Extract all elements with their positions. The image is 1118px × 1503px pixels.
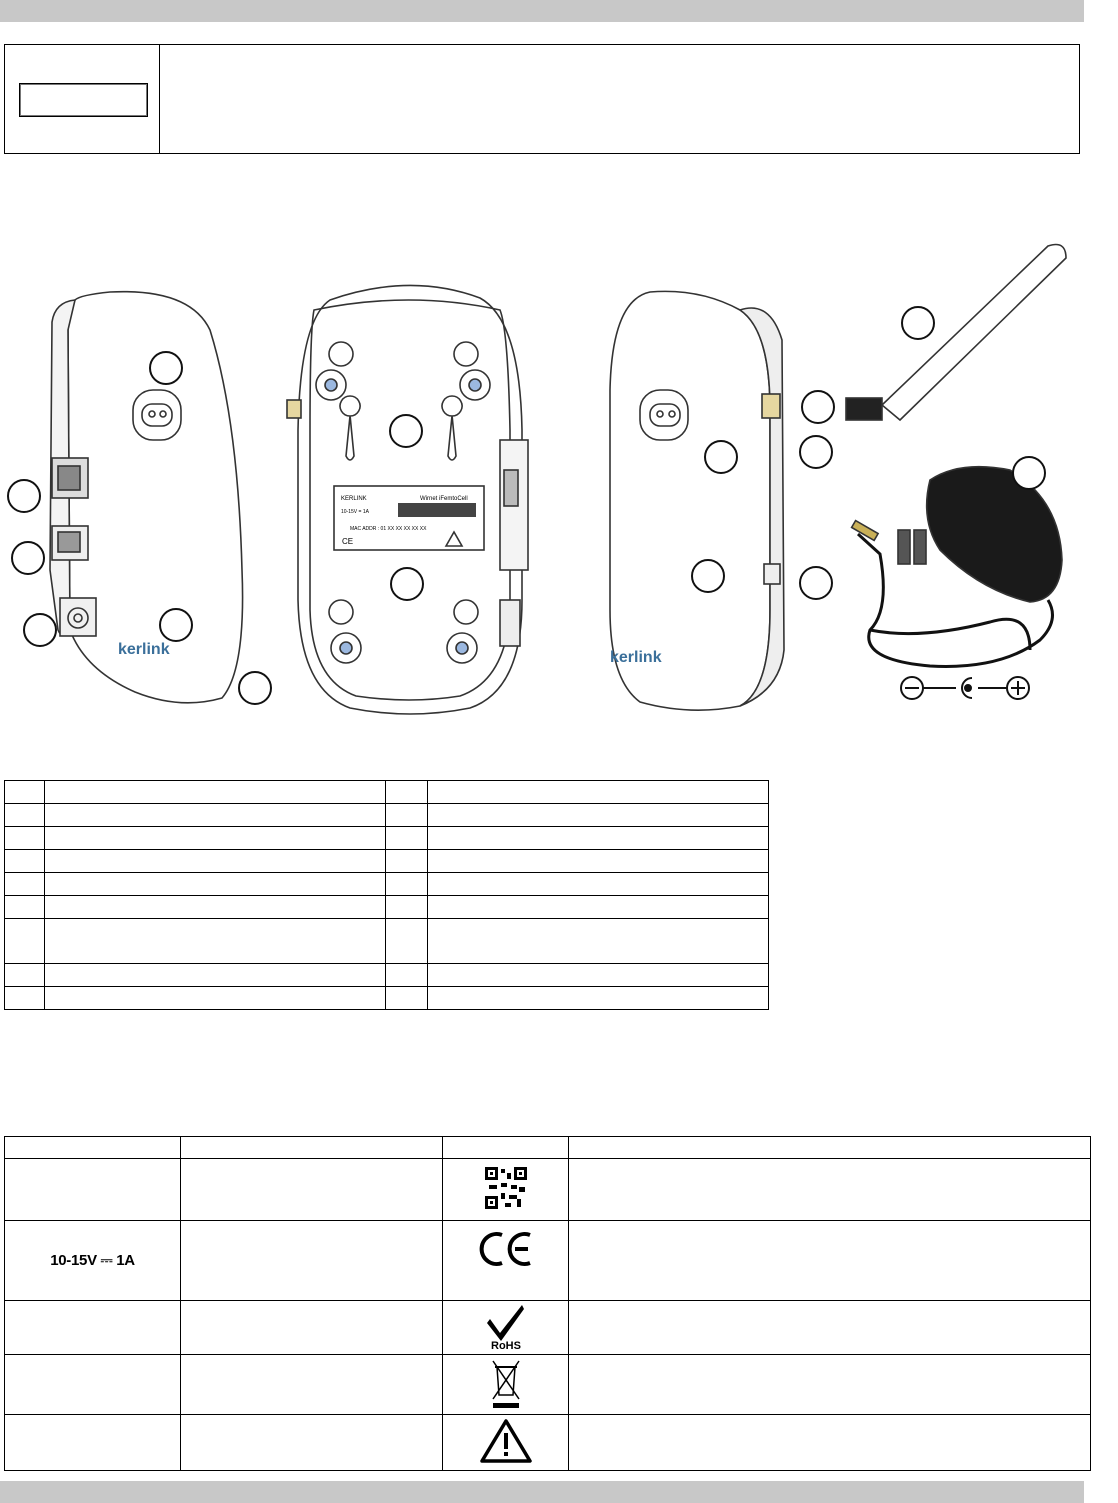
table-row: [5, 1355, 1091, 1415]
polarity-symbol: [901, 677, 1029, 699]
qr-code-icon: [483, 1165, 529, 1211]
svg-text:RoHS: RoHS: [490, 1340, 521, 1351]
callout-circle: [692, 560, 724, 592]
label-ce-mark: CE: [342, 537, 354, 546]
antenna: [846, 245, 1066, 421]
bottom-footer-bar: [0, 1481, 1084, 1503]
table-row: [5, 896, 769, 919]
callout-circle: [391, 568, 423, 600]
table-row: [5, 1221, 1091, 1301]
table-row: [5, 781, 769, 804]
callout-circle: [802, 391, 834, 423]
kerlink-logo: kerlink: [118, 641, 170, 658]
table-row: [5, 1415, 1091, 1471]
kerlink-logo-side: kerlink: [610, 649, 662, 666]
table-row: [5, 1301, 1091, 1355]
table-row: [5, 804, 769, 827]
device-side-view: [610, 291, 784, 710]
callout-circle: [239, 672, 271, 704]
label-barcode: [398, 503, 476, 517]
label-mac: MAC ADDR : 01 XX XX XX XX XX: [350, 526, 427, 532]
callout-circle: [800, 567, 832, 599]
header-divider: [159, 45, 160, 153]
power-adapter: [852, 467, 1062, 667]
ce-mark-icon: [478, 1229, 534, 1269]
table-row: [5, 919, 769, 964]
callout-circle: [902, 307, 934, 339]
callout-circle: [800, 436, 832, 468]
callout-circle: [8, 480, 40, 512]
table-row: [5, 964, 769, 987]
callout-circle: [705, 441, 737, 473]
table-row: [5, 850, 769, 873]
weee-bin-icon: [489, 1357, 523, 1409]
table-row: [5, 827, 769, 850]
rohs-icon: [484, 1301, 528, 1351]
label-model: Wirnet iFemtoCell: [420, 496, 468, 502]
header-label-box: [19, 83, 148, 117]
table-row: [5, 873, 769, 896]
callout-circle: [1013, 457, 1045, 489]
table-row: [5, 987, 769, 1010]
specification-table: [4, 1136, 1091, 1471]
table-row: [5, 1159, 1091, 1221]
header-info-box: [4, 44, 1080, 154]
callout-circle: [160, 609, 192, 641]
label-brand: KERLINK: [341, 496, 367, 502]
top-header-bar: [0, 0, 1084, 22]
callout-circle: [390, 415, 422, 447]
warning-icon: [479, 1418, 533, 1464]
callout-circle: [150, 352, 182, 384]
product-diagram: [0, 230, 1118, 730]
callout-circle: [24, 614, 56, 646]
table-row: [5, 1137, 1091, 1159]
callout-circle: [12, 542, 44, 574]
label-rating: 10-15V = 1A: [341, 509, 369, 515]
power-rating-text: 10-15V ⎓ 1A: [50, 1252, 135, 1269]
legend-table: [4, 780, 769, 1010]
